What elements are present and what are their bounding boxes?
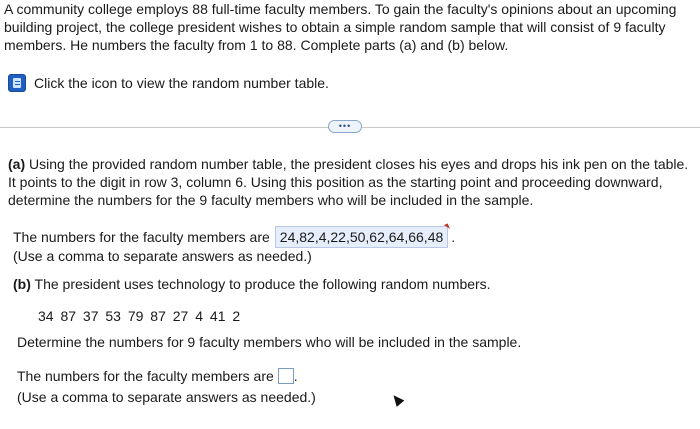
part-a-hint: (Use a comma to separate answers as needed.) [13, 248, 312, 264]
part-a-answer-line [13, 226, 455, 248]
random-number-table-link[interactable] [8, 74, 329, 92]
part-b-answer-field[interactable] [278, 368, 294, 384]
part-b-answer-suffix: . [293, 368, 298, 384]
part-b-question [13, 276, 491, 292]
help-link-label: Click the icon to view the random number table. [34, 75, 329, 91]
mouse-cursor-icon [390, 392, 405, 407]
part-a-answer-field[interactable]: 24,82,4,22,50,62,64,66,48 [275, 226, 448, 248]
part-a-question [8, 155, 698, 209]
part-a-label: (a) [8, 156, 26, 172]
question-intro: A community college employs 88 full-time faculty members. To gain the faculty's opinions about an upcoming building project, the college president wishes to obtain a simple random sample that will consist of 9 faculty members. He numbers the faculty from 1 to 88. Complete parts (a) and (b) below. [4, 1, 677, 53]
expand-more-button[interactable]: ••• [328, 120, 362, 133]
part-b-instruction: Determine the numbers for 9 faculty members who will be included in the sample. [17, 334, 522, 350]
part-a-answer-prefix: The numbers for the faculty members are [13, 229, 270, 245]
part-b-hint: (Use a comma to separate answers as needed.) [17, 389, 316, 405]
part-b-text: The president uses technology to produce the following random numbers. [30, 276, 491, 292]
part-b-label: (b) [13, 276, 31, 292]
book-icon[interactable] [8, 74, 26, 92]
part-a-text: Using the provided random number table, the president closes his eyes and drops his ink pen on the table. It points to the digit in row 3, column 6. Using this position as the starting point and proceeding downward, determine the numbers for the 9 faculty members who will be included in the sample. [8, 156, 689, 208]
part-b-answer-line [17, 368, 298, 384]
part-b-answer-prefix: The numbers for the faculty members are [17, 368, 274, 384]
random-numbers-list: 34 87 37 53 79 87 27 4 41 2 [38, 308, 241, 324]
part-a-answer-suffix: . [451, 229, 456, 245]
